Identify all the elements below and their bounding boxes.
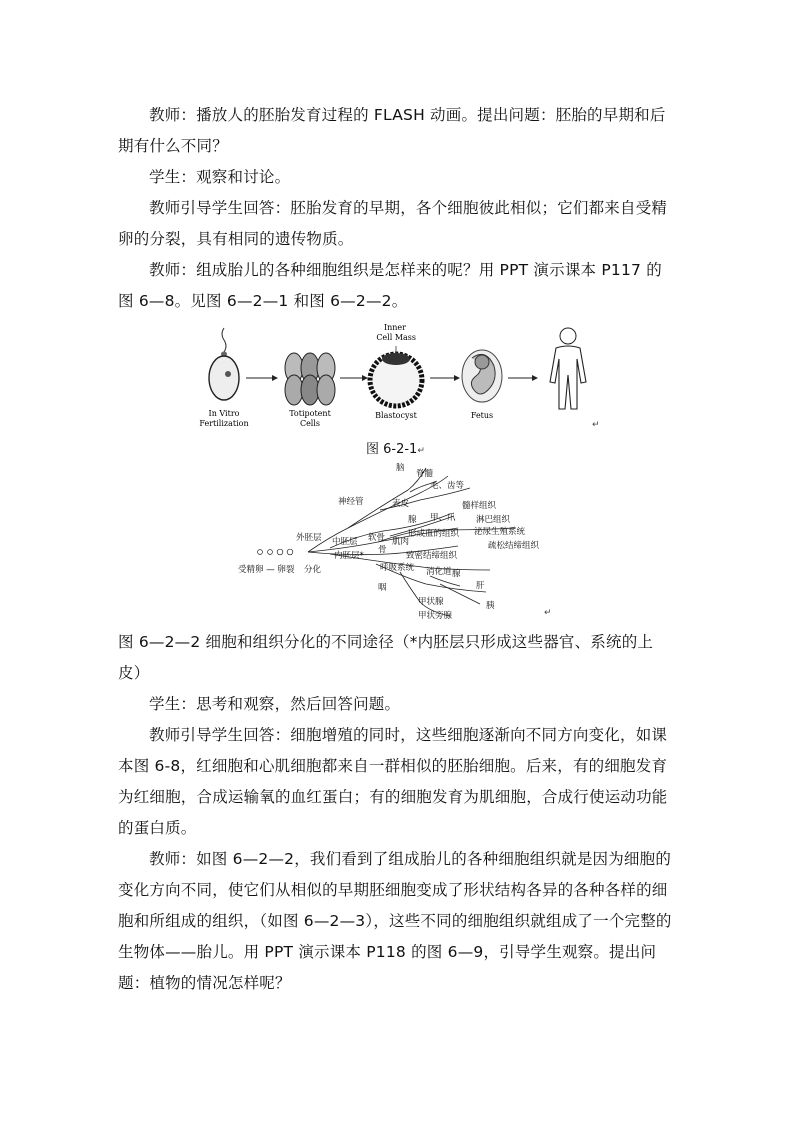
label-inner-cell-mass-2: Cell Mass <box>376 333 416 342</box>
tree-label-respiratory: 呼吸系统 <box>380 563 415 573</box>
tree-label-ectoderm: 外胚层 <box>296 533 322 543</box>
tree-label-differentiation: 分化 <box>304 565 322 575</box>
blastocyst-illustration <box>370 346 422 406</box>
tree-label-pharynx: 咽 <box>378 583 387 593</box>
label-totipotent: Totipotent <box>289 409 331 418</box>
paragraph-teacher-ppt: 教师：组成胎儿的各种细胞组织是怎样来的呢？用 PPT 演示课本 P117 的图 6—8。见图 6—2—1 和图 6—2—2。 <box>118 261 662 310</box>
paragraph-student-observe: 学生：观察和讨论。 <box>149 168 291 186</box>
label-fertilization: Fertilization <box>199 419 249 428</box>
return-mark: ↵ <box>544 608 552 618</box>
totipotent-cells-illustration <box>285 353 335 405</box>
egg-cell-illustration <box>209 328 239 400</box>
label-fetus: Fetus <box>470 411 494 420</box>
tree-label-zygote-cleavage: 受精卵 — 卵裂 <box>238 565 295 575</box>
tree-label-dense-connective: 致密结缔组织 <box>406 551 458 561</box>
paragraph-figure-caption-6-2-2: 图 6—2—2 细胞和组织分化的不同途径（*内胚层只形成这些器官、系统的上皮） <box>118 633 654 682</box>
caption-text: 图 6-2-1 <box>366 442 418 457</box>
paragraph-student-think: 学生：思考和观察，然后回答问题。 <box>149 695 401 713</box>
tree-label-nails: 甲、爪 <box>430 513 456 523</box>
return-mark: ↵ <box>417 446 425 456</box>
tree-label-cartilage: 软骨 <box>368 533 386 543</box>
tree-label-liver: 肝 <box>476 581 485 591</box>
label-in-vitro: In Vitro <box>208 409 240 418</box>
paragraph-teacher-conclusion: 教师：如图 6—2—2，我们看到了组成胎儿的各种细胞组织就是因为细胞的变化方向不同，使它们从相似的早期胚细胞变成了形状结构各异的各种各样的细胞和所组成的组织，（如图 6—2—3），这些不同的细胞组织就组成了一个完整的生物体——胎儿。用 PPT 演示课本 P118 的图 6—9，引导学生观察。提出问题：植物的情况怎样呢？ <box>118 850 672 992</box>
tree-label-endoderm: 内胚层* <box>334 551 364 561</box>
fetus-illustration <box>462 350 502 402</box>
label-blastocyst: Blastocyst <box>375 411 417 420</box>
tree-label-epidermis: 表皮 <box>392 499 410 509</box>
tree-label-brain: 脑 <box>396 463 405 473</box>
tree-label-mesoderm: 中胚层 <box>332 537 358 547</box>
return-mark: ↵ <box>592 420 600 430</box>
tree-label-gland-2: 腺 <box>452 569 461 579</box>
tree-label-gland: 腺 <box>408 515 417 525</box>
figure-cell-differentiation-tree <box>230 462 560 622</box>
tree-label-thyroid: 甲状腺 <box>418 597 444 607</box>
paragraph-teacher-guide-2: 教师引导学生回答：细胞增殖的同时，这些细胞逐渐向不同方向变化，如课本图 6-8，红细胞和心肌细胞都来自一群相似的胚胎细胞。后来，有的细胞发育为红细胞，合成运输氧的血红蛋白；有的细胞发育为肌细胞，合成行使运动功能的蛋白质。 <box>118 726 668 837</box>
paragraph-teacher-guide-1: 教师引导学生回答：胚胎发育的早期，各个细胞彼此相似；它们都来自受精卵的分裂，具有相同的遗传物质。 <box>118 199 668 248</box>
tree-label-myeloid: 髓样组织 <box>462 501 497 511</box>
tree-label-parathyroid: 甲状旁腺 <box>418 611 453 621</box>
figure-caption-6-2-1 <box>366 438 425 457</box>
tree-label-blood-forming: 形成血的组织 <box>408 529 460 539</box>
label-inner-cell-mass-1: Inner <box>383 323 406 332</box>
tree-label-pancreas: 胰 <box>486 601 495 611</box>
figure-embryo-development <box>180 318 600 436</box>
tree-label-urogenital: 泌尿生殖系统 <box>474 527 526 537</box>
label-cells: Cells <box>299 419 321 428</box>
tree-label-hair-teeth: 毛、齿等 <box>430 481 465 491</box>
paragraph-teacher-flash: 教师：播放人的胚胎发育过程的 FLASH 动画。提出问题：胚胎的早期和后期有什么不同？ <box>118 106 666 155</box>
human-figure-illustration <box>550 328 586 409</box>
tree-label-neural-tube: 神经管 <box>338 497 364 507</box>
tree-label-spinal-cord: 脊髓 <box>416 469 434 479</box>
tree-label-lymph: 淋巴组织 <box>476 515 511 525</box>
tree-label-muscle: 肌肉 <box>392 537 410 547</box>
zygote-dots <box>258 549 293 555</box>
tree-label-loose-connective: 疏松结缔组织 <box>488 541 540 551</box>
tree-label-digestive-tract: 消化道 <box>426 567 452 577</box>
tree-label-bone: 骨 <box>378 545 387 555</box>
